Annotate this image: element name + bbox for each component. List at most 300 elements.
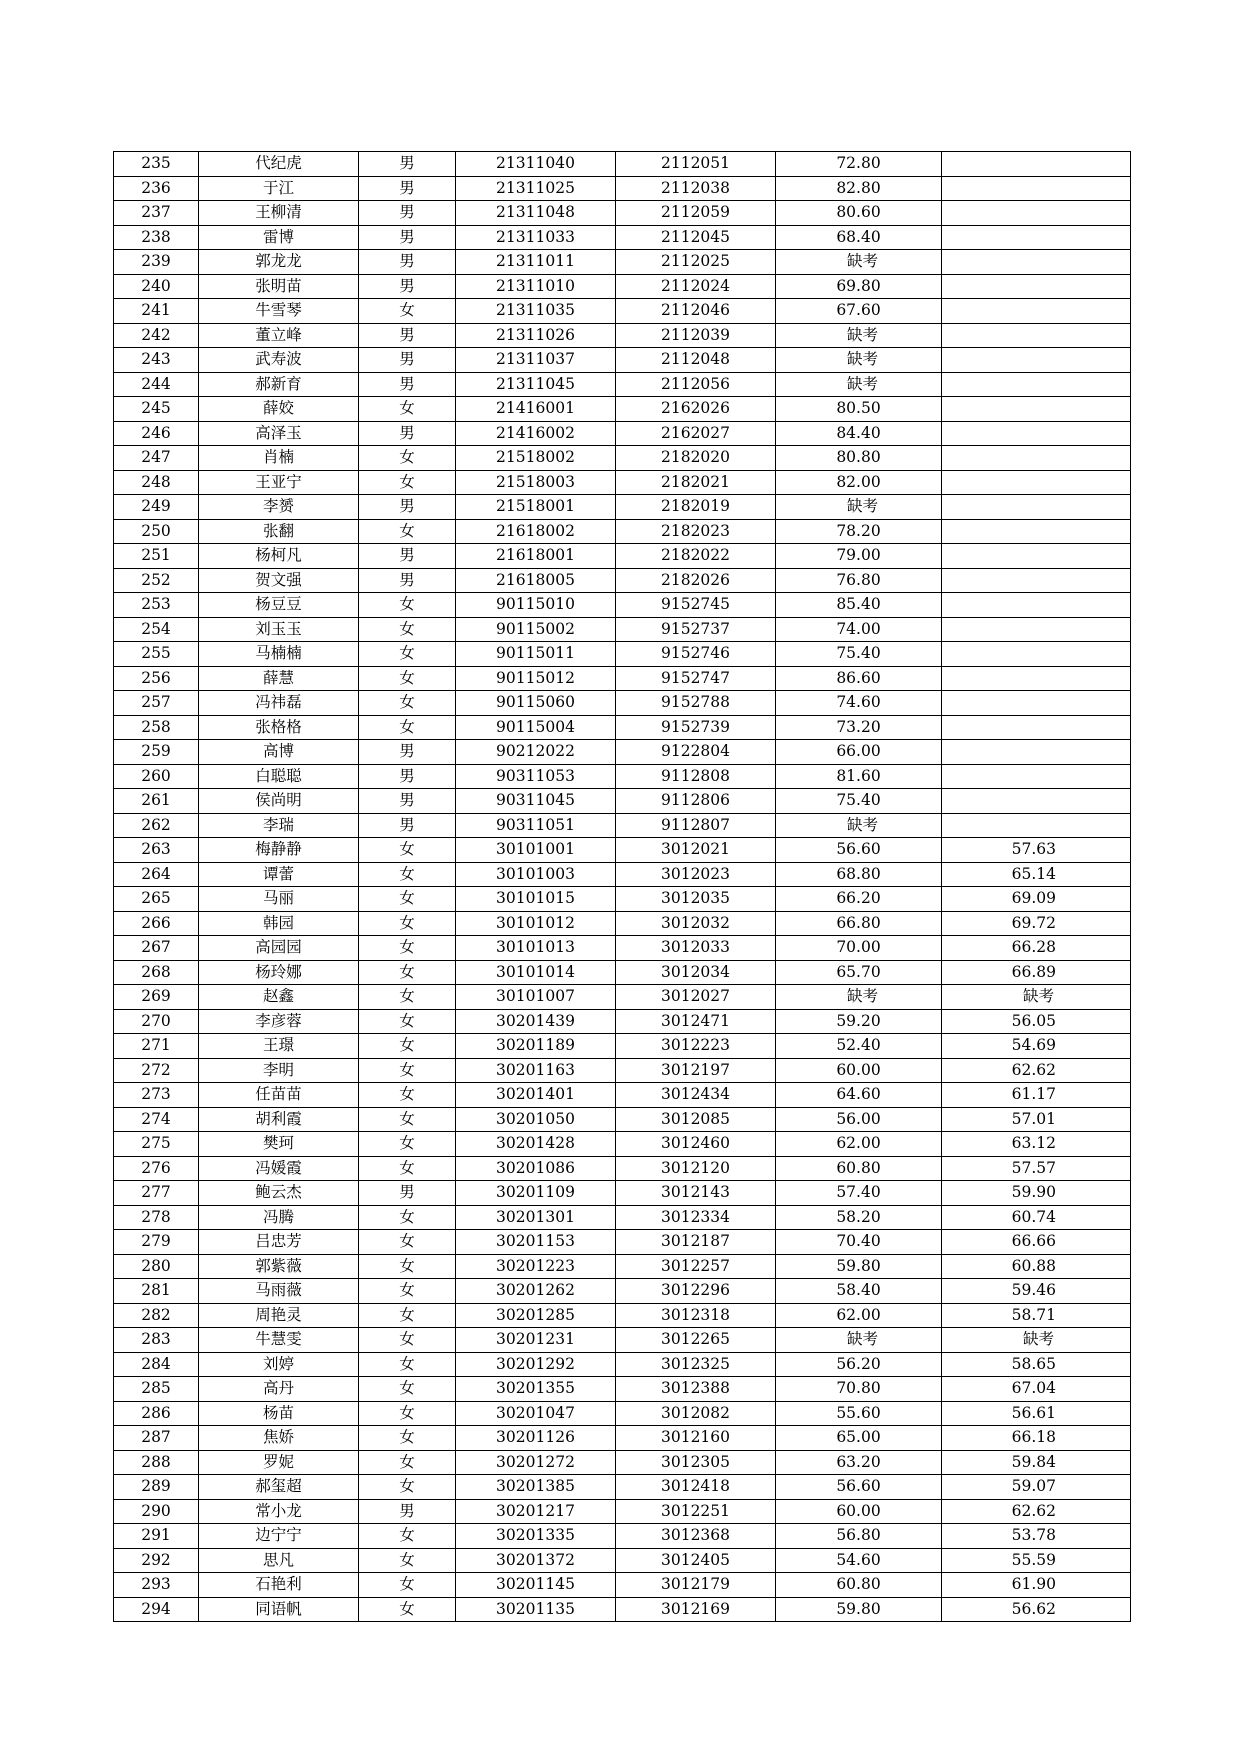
- ticket-number-cell: 2182020: [616, 446, 776, 471]
- candidate-id-cell: 30101014: [456, 960, 616, 985]
- candidate-id-cell: 30201335: [456, 1524, 616, 1549]
- name-cell: 谭蕾: [199, 862, 359, 887]
- score-cell: 60.80: [776, 1573, 942, 1598]
- final-score-cell: [942, 568, 1131, 593]
- row-number-cell: 243: [114, 348, 199, 373]
- row-number-cell: 284: [114, 1352, 199, 1377]
- table-row: [114, 1205, 1131, 1230]
- row-number-cell: 249: [114, 495, 199, 520]
- score-cell: 62.00: [776, 1132, 942, 1157]
- final-score-cell: 67.04: [942, 1377, 1131, 1402]
- final-score-cell: [942, 715, 1131, 740]
- gender-cell: 女: [359, 1377, 456, 1402]
- candidate-id-cell: 30101013: [456, 936, 616, 961]
- candidate-id-cell: 21311048: [456, 201, 616, 226]
- name-cell: 薛姣: [199, 397, 359, 422]
- name-cell: 侯尚明: [199, 789, 359, 814]
- ticket-number-cell: 3012082: [616, 1401, 776, 1426]
- name-cell: 石艳利: [199, 1573, 359, 1598]
- name-cell: 赵鑫: [199, 985, 359, 1010]
- final-score-cell: [942, 274, 1131, 299]
- ticket-number-cell: 2182023: [616, 519, 776, 544]
- score-cell: 缺考: [776, 348, 942, 373]
- candidate-id-cell: 30101001: [456, 838, 616, 863]
- gender-cell: 女: [359, 1548, 456, 1573]
- ticket-number-cell: 2112051: [616, 152, 776, 177]
- final-score-cell: 66.89: [942, 960, 1131, 985]
- row-number-cell: 250: [114, 519, 199, 544]
- table-row: [114, 1548, 1131, 1573]
- score-cell: 56.60: [776, 838, 942, 863]
- score-cell: 66.00: [776, 740, 942, 765]
- name-cell: 杨玲娜: [199, 960, 359, 985]
- name-cell: 张格格: [199, 715, 359, 740]
- candidate-id-cell: 30201126: [456, 1426, 616, 1451]
- row-number-cell: 273: [114, 1083, 199, 1108]
- gender-cell: 男: [359, 421, 456, 446]
- score-cell: 78.20: [776, 519, 942, 544]
- ticket-number-cell: 3012334: [616, 1205, 776, 1230]
- final-score-cell: 缺考: [942, 1328, 1131, 1353]
- row-number-cell: 267: [114, 936, 199, 961]
- row-number-cell: 258: [114, 715, 199, 740]
- gender-cell: 女: [359, 397, 456, 422]
- score-cell: 84.40: [776, 421, 942, 446]
- score-cell: 缺考: [776, 372, 942, 397]
- row-number-cell: 266: [114, 911, 199, 936]
- table-row: [114, 593, 1131, 618]
- candidate-id-cell: 30101015: [456, 887, 616, 912]
- row-number-cell: 236: [114, 176, 199, 201]
- final-score-cell: 59.84: [942, 1450, 1131, 1475]
- ticket-number-cell: 3012325: [616, 1352, 776, 1377]
- score-cell: 缺考: [776, 985, 942, 1010]
- ticket-number-cell: 9122804: [616, 740, 776, 765]
- row-number-cell: 279: [114, 1230, 199, 1255]
- score-cell: 66.20: [776, 887, 942, 912]
- ticket-number-cell: 9152746: [616, 642, 776, 667]
- final-score-cell: 60.74: [942, 1205, 1131, 1230]
- score-cell: 60.80: [776, 1156, 942, 1181]
- table-row: [114, 495, 1131, 520]
- candidate-id-cell: 21311011: [456, 250, 616, 275]
- ticket-number-cell: 2182019: [616, 495, 776, 520]
- final-score-cell: 58.65: [942, 1352, 1131, 1377]
- candidate-id-cell: 21311026: [456, 323, 616, 348]
- row-number-cell: 265: [114, 887, 199, 912]
- score-cell: 56.60: [776, 1475, 942, 1500]
- gender-cell: 女: [359, 446, 456, 471]
- candidate-id-cell: 30201231: [456, 1328, 616, 1353]
- gender-cell: 男: [359, 372, 456, 397]
- row-number-cell: 291: [114, 1524, 199, 1549]
- row-number-cell: 270: [114, 1009, 199, 1034]
- candidate-id-cell: 30201047: [456, 1401, 616, 1426]
- table-row: [114, 1499, 1131, 1524]
- name-cell: 郝玺超: [199, 1475, 359, 1500]
- row-number-cell: 281: [114, 1279, 199, 1304]
- table-row: [114, 1279, 1131, 1304]
- candidate-id-cell: 30201272: [456, 1450, 616, 1475]
- row-number-cell: 254: [114, 617, 199, 642]
- name-cell: 高博: [199, 740, 359, 765]
- name-cell: 郝新育: [199, 372, 359, 397]
- candidate-id-cell: 30201385: [456, 1475, 616, 1500]
- table-row: [114, 348, 1131, 373]
- gender-cell: 女: [359, 593, 456, 618]
- name-cell: 牛雪琴: [199, 299, 359, 324]
- row-number-cell: 263: [114, 838, 199, 863]
- name-cell: 思凡: [199, 1548, 359, 1573]
- gender-cell: 男: [359, 176, 456, 201]
- score-cell: 60.00: [776, 1499, 942, 1524]
- row-number-cell: 288: [114, 1450, 199, 1475]
- score-table: [113, 151, 1131, 1622]
- gender-cell: 男: [359, 813, 456, 838]
- table-row: [114, 740, 1131, 765]
- ticket-number-cell: 9112806: [616, 789, 776, 814]
- row-number-cell: 237: [114, 201, 199, 226]
- score-cell: 86.60: [776, 666, 942, 691]
- final-score-cell: [942, 519, 1131, 544]
- ticket-number-cell: 3012197: [616, 1058, 776, 1083]
- table-row: [114, 299, 1131, 324]
- candidate-id-cell: 30201355: [456, 1377, 616, 1402]
- candidate-id-cell: 21518003: [456, 470, 616, 495]
- name-cell: 吕忠芳: [199, 1230, 359, 1255]
- table-row: [114, 985, 1131, 1010]
- name-cell: 焦娇: [199, 1426, 359, 1451]
- gender-cell: 男: [359, 544, 456, 569]
- candidate-id-cell: 21618002: [456, 519, 616, 544]
- name-cell: 马丽: [199, 887, 359, 912]
- row-number-cell: 264: [114, 862, 199, 887]
- table-row: [114, 1377, 1131, 1402]
- final-score-cell: 59.90: [942, 1181, 1131, 1206]
- ticket-number-cell: 3012471: [616, 1009, 776, 1034]
- ticket-number-cell: 3012143: [616, 1181, 776, 1206]
- score-cell: 81.60: [776, 764, 942, 789]
- ticket-number-cell: 3012033: [616, 936, 776, 961]
- ticket-number-cell: 3012085: [616, 1107, 776, 1132]
- table-row: [114, 1181, 1131, 1206]
- score-table-body: [114, 152, 1131, 1622]
- table-row: [114, 519, 1131, 544]
- ticket-number-cell: 3012027: [616, 985, 776, 1010]
- gender-cell: 女: [359, 1205, 456, 1230]
- row-number-cell: 290: [114, 1499, 199, 1524]
- score-cell: 57.40: [776, 1181, 942, 1206]
- ticket-number-cell: 2112025: [616, 250, 776, 275]
- ticket-number-cell: 2162027: [616, 421, 776, 446]
- final-score-cell: 60.88: [942, 1254, 1131, 1279]
- candidate-id-cell: 90115004: [456, 715, 616, 740]
- row-number-cell: 277: [114, 1181, 199, 1206]
- score-cell: 80.80: [776, 446, 942, 471]
- score-cell: 缺考: [776, 323, 942, 348]
- table-row: [114, 1156, 1131, 1181]
- ticket-number-cell: 3012318: [616, 1303, 776, 1328]
- final-score-cell: [942, 176, 1131, 201]
- score-cell: 63.20: [776, 1450, 942, 1475]
- candidate-id-cell: 21311033: [456, 225, 616, 250]
- name-cell: 杨豆豆: [199, 593, 359, 618]
- candidate-id-cell: 21311010: [456, 274, 616, 299]
- ticket-number-cell: 3012035: [616, 887, 776, 912]
- score-cell: 59.20: [776, 1009, 942, 1034]
- score-cell: 64.60: [776, 1083, 942, 1108]
- gender-cell: 男: [359, 764, 456, 789]
- table-row: [114, 1083, 1131, 1108]
- ticket-number-cell: 2112056: [616, 372, 776, 397]
- final-score-cell: 57.57: [942, 1156, 1131, 1181]
- row-number-cell: 253: [114, 593, 199, 618]
- ticket-number-cell: 9152745: [616, 593, 776, 618]
- candidate-id-cell: 30201109: [456, 1181, 616, 1206]
- final-score-cell: [942, 299, 1131, 324]
- score-cell: 56.20: [776, 1352, 942, 1377]
- ticket-number-cell: 2112045: [616, 225, 776, 250]
- row-number-cell: 274: [114, 1107, 199, 1132]
- ticket-number-cell: 2182026: [616, 568, 776, 593]
- gender-cell: 女: [359, 1401, 456, 1426]
- table-row: [114, 666, 1131, 691]
- ticket-number-cell: 3012388: [616, 1377, 776, 1402]
- table-row: [114, 764, 1131, 789]
- score-cell: 70.00: [776, 936, 942, 961]
- name-cell: 鲍云杰: [199, 1181, 359, 1206]
- gender-cell: 女: [359, 1058, 456, 1083]
- score-cell: 66.80: [776, 911, 942, 936]
- table-row: [114, 715, 1131, 740]
- final-score-cell: [942, 617, 1131, 642]
- gender-cell: 女: [359, 617, 456, 642]
- score-cell: 缺考: [776, 1328, 942, 1353]
- final-score-cell: 66.28: [942, 936, 1131, 961]
- candidate-id-cell: 30201050: [456, 1107, 616, 1132]
- name-cell: 董立峰: [199, 323, 359, 348]
- gender-cell: 女: [359, 985, 456, 1010]
- final-score-cell: 59.46: [942, 1279, 1131, 1304]
- row-number-cell: 259: [114, 740, 199, 765]
- name-cell: 马雨薇: [199, 1279, 359, 1304]
- ticket-number-cell: 2112024: [616, 274, 776, 299]
- gender-cell: 女: [359, 1524, 456, 1549]
- name-cell: 李彦蓉: [199, 1009, 359, 1034]
- score-cell: 52.40: [776, 1034, 942, 1059]
- row-number-cell: 289: [114, 1475, 199, 1500]
- table-row: [114, 323, 1131, 348]
- table-row: [114, 470, 1131, 495]
- name-cell: 雷博: [199, 225, 359, 250]
- row-number-cell: 294: [114, 1597, 199, 1622]
- ticket-number-cell: 9152739: [616, 715, 776, 740]
- final-score-cell: 55.59: [942, 1548, 1131, 1573]
- score-cell: 80.50: [776, 397, 942, 422]
- final-score-cell: [942, 225, 1131, 250]
- table-row: [114, 1107, 1131, 1132]
- table-row: [114, 911, 1131, 936]
- ticket-number-cell: 3012179: [616, 1573, 776, 1598]
- candidate-id-cell: 30201439: [456, 1009, 616, 1034]
- score-cell: 59.80: [776, 1254, 942, 1279]
- name-cell: 张翻: [199, 519, 359, 544]
- row-number-cell: 235: [114, 152, 199, 177]
- row-number-cell: 251: [114, 544, 199, 569]
- gender-cell: 女: [359, 911, 456, 936]
- gender-cell: 女: [359, 1303, 456, 1328]
- name-cell: 白聪聪: [199, 764, 359, 789]
- candidate-id-cell: 21416002: [456, 421, 616, 446]
- gender-cell: 女: [359, 1352, 456, 1377]
- candidate-id-cell: 30201372: [456, 1548, 616, 1573]
- gender-cell: 女: [359, 691, 456, 716]
- ticket-number-cell: 3012405: [616, 1548, 776, 1573]
- gender-cell: 男: [359, 274, 456, 299]
- name-cell: 刘玉玉: [199, 617, 359, 642]
- name-cell: 杨苗: [199, 1401, 359, 1426]
- name-cell: 王亚宁: [199, 470, 359, 495]
- score-cell: 65.70: [776, 960, 942, 985]
- row-number-cell: 241: [114, 299, 199, 324]
- table-row: [114, 274, 1131, 299]
- row-number-cell: 280: [114, 1254, 199, 1279]
- final-score-cell: 62.62: [942, 1058, 1131, 1083]
- row-number-cell: 272: [114, 1058, 199, 1083]
- candidate-id-cell: 30201401: [456, 1083, 616, 1108]
- candidate-id-cell: 21311040: [456, 152, 616, 177]
- ticket-number-cell: 3012460: [616, 1132, 776, 1157]
- final-score-cell: 58.71: [942, 1303, 1131, 1328]
- final-score-cell: [942, 764, 1131, 789]
- ticket-number-cell: 9152747: [616, 666, 776, 691]
- table-row: [114, 544, 1131, 569]
- table-row: [114, 1230, 1131, 1255]
- final-score-cell: [942, 152, 1131, 177]
- score-cell: 73.20: [776, 715, 942, 740]
- ticket-number-cell: 3012160: [616, 1426, 776, 1451]
- score-cell: 68.80: [776, 862, 942, 887]
- row-number-cell: 242: [114, 323, 199, 348]
- gender-cell: 女: [359, 1009, 456, 1034]
- candidate-id-cell: 30201262: [456, 1279, 616, 1304]
- gender-cell: 女: [359, 1132, 456, 1157]
- name-cell: 樊珂: [199, 1132, 359, 1157]
- row-number-cell: 276: [114, 1156, 199, 1181]
- name-cell: 高园园: [199, 936, 359, 961]
- table-row: [114, 1303, 1131, 1328]
- candidate-id-cell: 90311053: [456, 764, 616, 789]
- name-cell: 郭龙龙: [199, 250, 359, 275]
- table-row: [114, 176, 1131, 201]
- table-row: [114, 201, 1131, 226]
- name-cell: 任苗苗: [199, 1083, 359, 1108]
- gender-cell: 女: [359, 1107, 456, 1132]
- gender-cell: 男: [359, 348, 456, 373]
- ticket-number-cell: 2162026: [616, 397, 776, 422]
- table-row: [114, 789, 1131, 814]
- candidate-id-cell: 90115002: [456, 617, 616, 642]
- table-row: [114, 446, 1131, 471]
- name-cell: 梅静静: [199, 838, 359, 863]
- name-cell: 高丹: [199, 1377, 359, 1402]
- gender-cell: 男: [359, 201, 456, 226]
- name-cell: 于江: [199, 176, 359, 201]
- name-cell: 代纪虎: [199, 152, 359, 177]
- row-number-cell: 245: [114, 397, 199, 422]
- gender-cell: 女: [359, 1034, 456, 1059]
- ticket-number-cell: 2112059: [616, 201, 776, 226]
- gender-cell: 男: [359, 152, 456, 177]
- final-score-cell: 66.66: [942, 1230, 1131, 1255]
- ticket-number-cell: 3012223: [616, 1034, 776, 1059]
- ticket-number-cell: 9152737: [616, 617, 776, 642]
- score-cell: 缺考: [776, 250, 942, 275]
- row-number-cell: 238: [114, 225, 199, 250]
- final-score-cell: 61.17: [942, 1083, 1131, 1108]
- gender-cell: 男: [359, 789, 456, 814]
- name-cell: 王璟: [199, 1034, 359, 1059]
- final-score-cell: [942, 250, 1131, 275]
- score-cell: 85.40: [776, 593, 942, 618]
- candidate-id-cell: 90311045: [456, 789, 616, 814]
- row-number-cell: 256: [114, 666, 199, 691]
- name-cell: 张明苗: [199, 274, 359, 299]
- name-cell: 常小龙: [199, 1499, 359, 1524]
- candidate-id-cell: 90115010: [456, 593, 616, 618]
- candidate-id-cell: 21311037: [456, 348, 616, 373]
- table-row: [114, 960, 1131, 985]
- gender-cell: 女: [359, 862, 456, 887]
- row-number-cell: 282: [114, 1303, 199, 1328]
- row-number-cell: 275: [114, 1132, 199, 1157]
- ticket-number-cell: 9112808: [616, 764, 776, 789]
- table-row: [114, 225, 1131, 250]
- score-cell: 80.60: [776, 201, 942, 226]
- name-cell: 边宁宁: [199, 1524, 359, 1549]
- final-score-cell: [942, 593, 1131, 618]
- final-score-cell: 69.72: [942, 911, 1131, 936]
- ticket-number-cell: 9112807: [616, 813, 776, 838]
- gender-cell: 男: [359, 225, 456, 250]
- ticket-number-cell: 3012296: [616, 1279, 776, 1304]
- final-score-cell: 69.09: [942, 887, 1131, 912]
- candidate-id-cell: 21618001: [456, 544, 616, 569]
- gender-cell: 女: [359, 1328, 456, 1353]
- gender-cell: 女: [359, 1156, 456, 1181]
- gender-cell: 男: [359, 250, 456, 275]
- name-cell: 薛慧: [199, 666, 359, 691]
- table-row: [114, 1352, 1131, 1377]
- table-row: [114, 1058, 1131, 1083]
- ticket-number-cell: 3012023: [616, 862, 776, 887]
- candidate-id-cell: 30201189: [456, 1034, 616, 1059]
- row-number-cell: 268: [114, 960, 199, 985]
- name-cell: 郭紫薇: [199, 1254, 359, 1279]
- gender-cell: 女: [359, 1475, 456, 1500]
- row-number-cell: 262: [114, 813, 199, 838]
- score-cell: 82.00: [776, 470, 942, 495]
- final-score-cell: [942, 789, 1131, 814]
- final-score-cell: 63.12: [942, 1132, 1131, 1157]
- gender-cell: 女: [359, 1426, 456, 1451]
- final-score-cell: [942, 397, 1131, 422]
- candidate-id-cell: 30201135: [456, 1597, 616, 1622]
- table-row: [114, 862, 1131, 887]
- table-row: [114, 813, 1131, 838]
- gender-cell: 女: [359, 666, 456, 691]
- score-cell: 59.80: [776, 1597, 942, 1622]
